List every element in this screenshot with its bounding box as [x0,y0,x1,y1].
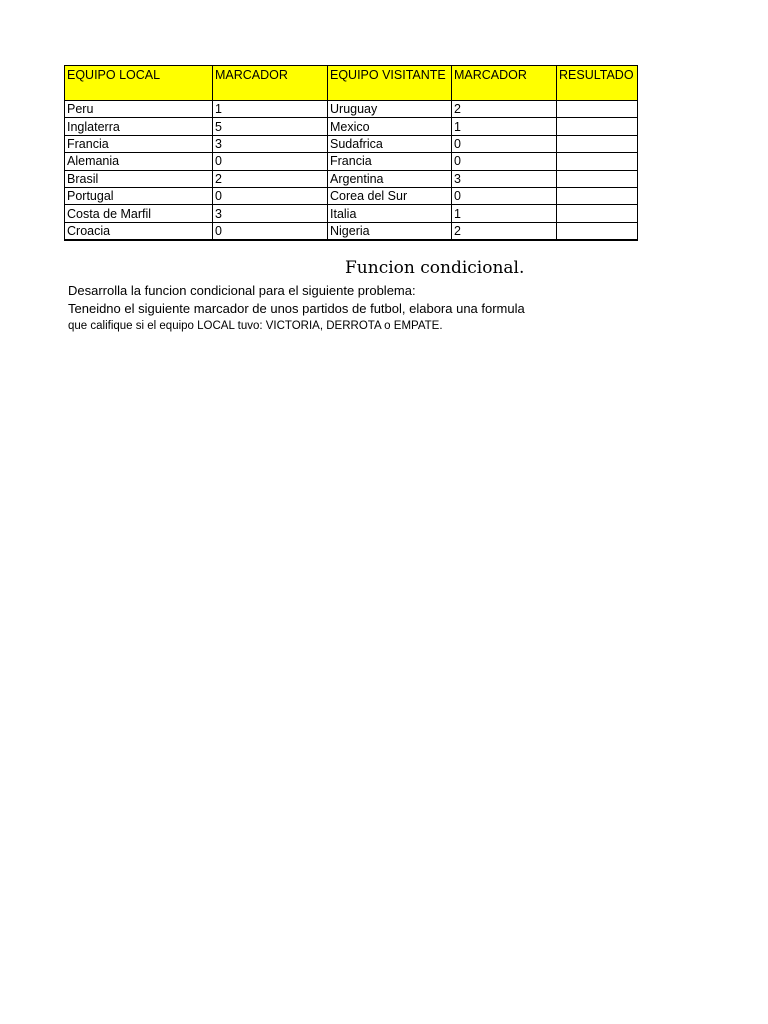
cell-local-score[interactable]: 3 [213,205,328,222]
cell-visiting-team[interactable]: Sudafrica [328,135,452,152]
cell-local-score[interactable]: 3 [213,135,328,152]
cell-visiting-team[interactable]: Uruguay [328,101,452,118]
cell-result[interactable] [557,101,638,118]
table-row [65,187,638,204]
cell-visiting-score[interactable]: 1 [452,205,557,222]
cell-local-team[interactable]: Peru [65,101,213,118]
cell-visiting-score[interactable]: 1 [452,118,557,135]
cell-result[interactable] [557,118,638,135]
cell-visiting-team[interactable]: Italia [328,205,452,222]
header-cell-result[interactable]: RESULTADO [557,66,638,101]
header-row [65,66,638,101]
table-row [65,101,638,118]
cell-result[interactable] [557,222,638,240]
cell-local-score[interactable]: 0 [213,187,328,204]
cell-local-team[interactable]: Portugal [65,187,213,204]
instruction-line: que califique si el equipo LOCAL tuvo: VICTORIA, DERROTA o EMPATE. [68,320,443,332]
cell-result[interactable] [557,187,638,204]
table-row [65,170,638,187]
cell-visiting-team[interactable]: Nigeria [328,222,452,240]
table-row [65,153,638,170]
cell-local-team[interactable]: Inglaterra [65,118,213,135]
cell-result[interactable] [557,205,638,222]
cell-visiting-team[interactable]: Argentina [328,170,452,187]
table-row [65,222,638,240]
cell-visiting-score[interactable]: 0 [452,135,557,152]
cell-local-team[interactable]: Brasil [65,170,213,187]
cell-local-score[interactable]: 5 [213,118,328,135]
header-cell-visiting-team[interactable]: EQUIPO VISITANTE [328,66,452,101]
cell-result[interactable] [557,135,638,152]
cell-visiting-team[interactable]: Mexico [328,118,452,135]
cell-visiting-score[interactable]: 2 [452,222,557,240]
cell-visiting-score[interactable]: 0 [452,153,557,170]
cell-visiting-team[interactable]: Francia [328,153,452,170]
cell-local-team[interactable]: Alemania [65,153,213,170]
cell-result[interactable] [557,170,638,187]
cell-visiting-score[interactable]: 0 [452,187,557,204]
cell-local-score[interactable]: 0 [213,153,328,170]
cell-local-team[interactable]: Croacia [65,222,213,240]
table-row [65,118,638,135]
cell-visiting-score[interactable]: 2 [452,101,557,118]
cell-local-score[interactable]: 2 [213,170,328,187]
table-row [65,205,638,222]
header-cell-visiting-score[interactable]: MARCADOR [452,66,557,101]
cell-visiting-score[interactable]: 3 [452,170,557,187]
cell-visiting-team[interactable]: Corea del Sur [328,187,452,204]
instruction-line: Teneidno el siguiente marcador de unos partidos de futbol, elabora una formula [68,301,525,316]
cell-local-score[interactable]: 1 [213,101,328,118]
table-row [65,135,638,152]
header-cell-local-score[interactable]: MARCADOR [213,66,328,101]
cell-result[interactable] [557,153,638,170]
header-cell-local-team[interactable]: EQUIPO LOCAL [65,66,213,101]
cell-local-score[interactable]: 0 [213,222,328,240]
cell-local-team[interactable]: Francia [65,135,213,152]
instruction-line: Desarrolla la funcion condicional para el siguiente problema: [68,283,416,298]
page-title: Funcion condicional. [345,258,525,278]
match-results-table [64,65,638,241]
cell-local-team[interactable]: Costa de Marfil [65,205,213,222]
